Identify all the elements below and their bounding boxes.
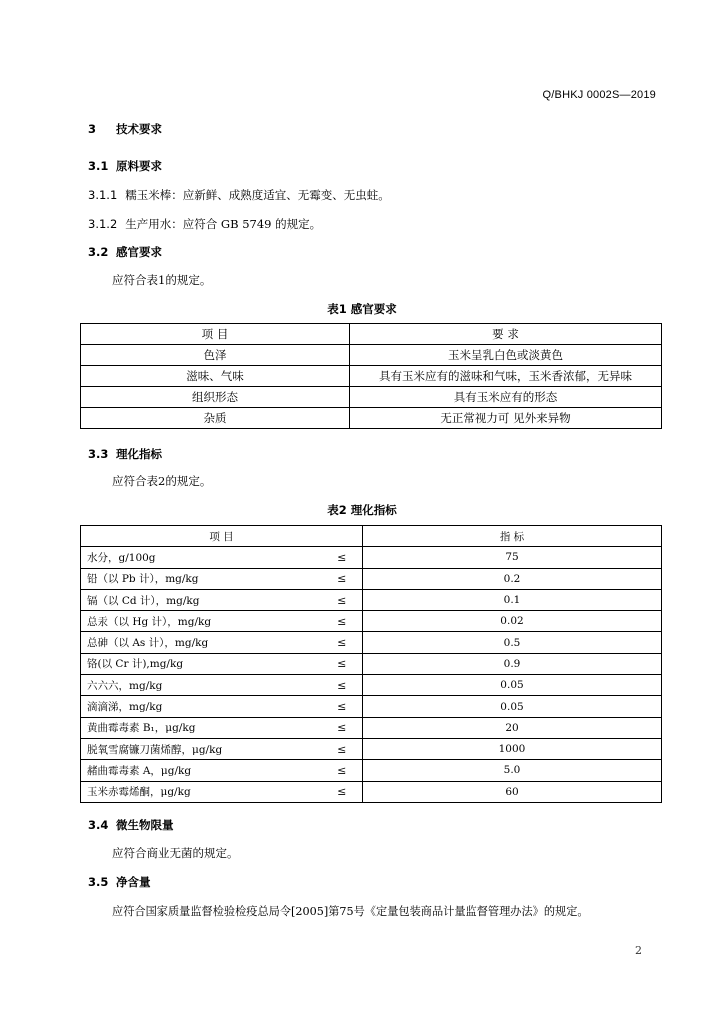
table-cell: 玉米呈乳白色或淡黄色 — [350, 345, 662, 366]
table-row — [81, 653, 662, 674]
table-cell: 总汞（以 Hg 计），mg/kg — [81, 611, 322, 632]
table-cell: 六六六，mg/kg — [81, 675, 322, 696]
section-3-2-heading — [88, 244, 162, 260]
section-3-heading — [88, 121, 162, 137]
table-header-cell: 指 标 — [363, 526, 662, 547]
section-3-1-heading — [88, 158, 162, 174]
table-row — [81, 738, 662, 759]
section-title: 理化指标 — [116, 447, 162, 461]
table-cell: 组织形态 — [81, 387, 350, 408]
table-row — [81, 632, 662, 653]
le-symbol: ≤ — [322, 760, 363, 781]
le-symbol: ≤ — [322, 547, 363, 568]
table-cell: 水分，g/100g — [81, 547, 322, 568]
table-cell: 黄曲霉毒素 B₁，μg/kg — [81, 717, 322, 738]
table-header-cell: 要 求 — [350, 324, 662, 345]
table-row — [81, 760, 662, 781]
le-symbol: ≤ — [322, 738, 363, 759]
standard-code: Q/BHKJ 0002S—2019 — [542, 89, 656, 101]
physicochemical-indicators-table — [80, 525, 662, 803]
table-header-cell: 项 目 — [81, 324, 350, 345]
table-cell: 20 — [363, 717, 662, 738]
clause-3-1-1 — [88, 187, 390, 203]
section-number: 3 — [88, 122, 97, 136]
table-row — [81, 675, 662, 696]
le-symbol: ≤ — [322, 717, 363, 738]
table-cell: 铅（以 Pb 计），mg/kg — [81, 568, 322, 589]
table-cell: 杂质 — [81, 408, 350, 429]
clause-number: 3.1.1 — [88, 188, 118, 202]
section-3-3-heading — [88, 446, 162, 462]
le-symbol: ≤ — [322, 675, 363, 696]
table-row — [81, 589, 662, 610]
table-row — [81, 366, 662, 387]
section-number: 3.3 — [88, 447, 109, 461]
le-symbol: ≤ — [322, 568, 363, 589]
clause-text: 生产用水：应符合 GB 5749 的规定。 — [125, 217, 322, 231]
section-title: 技术要求 — [116, 122, 162, 136]
page-number: 2 — [635, 944, 642, 957]
le-symbol: ≤ — [322, 589, 363, 610]
le-symbol: ≤ — [322, 653, 363, 674]
clause-3-1-2 — [88, 216, 321, 232]
section-title: 原料要求 — [116, 159, 162, 173]
le-symbol: ≤ — [322, 781, 363, 802]
le-symbol: ≤ — [322, 632, 363, 653]
table-cell: 赭曲霉毒素 A，μg/kg — [81, 760, 322, 781]
table2-caption: 表2 理化指标 — [327, 503, 397, 517]
table-header-row — [81, 526, 662, 547]
table-cell: 色泽 — [81, 345, 350, 366]
table-cell: 0.1 — [363, 589, 662, 610]
table-cell: 玉米赤霉烯酮，μg/kg — [81, 781, 322, 802]
table-row — [81, 387, 662, 408]
table-cell: 1000 — [363, 738, 662, 759]
section-3-5-heading — [88, 874, 151, 890]
table-cell: 具有玉米应有的滋味和气味，玉米香浓郁，无异味 — [350, 366, 662, 387]
table-row — [81, 781, 662, 802]
section-title: 净含量 — [116, 875, 151, 889]
table-header-row — [81, 324, 662, 345]
section-3-4-text: 应符合商业无菌的规定。 — [112, 846, 239, 860]
table-cell: 60 — [363, 781, 662, 802]
table-row — [81, 717, 662, 738]
table-cell: 0.02 — [363, 611, 662, 632]
clause-number: 3.1.2 — [88, 217, 118, 231]
table-cell: 总砷（以 As 计），mg/kg — [81, 632, 322, 653]
section-number: 3.1 — [88, 159, 109, 173]
table-cell: 0.2 — [363, 568, 662, 589]
table-row — [81, 568, 662, 589]
table-cell: 铬(以 Cr 计),mg/kg — [81, 653, 322, 674]
table-cell: 0.05 — [363, 696, 662, 717]
section-3-5-text: 应符合国家质量监督检验检疫总局令[2005]第75号《定量包装商品计量监督管理办法》的规定。 — [112, 905, 589, 918]
table-cell: 5.0 — [363, 760, 662, 781]
section-title: 感官要求 — [116, 245, 162, 259]
section-number: 3.2 — [88, 245, 109, 259]
table-row — [81, 547, 662, 568]
table-cell: 滴滴涕，mg/kg — [81, 696, 322, 717]
sensory-requirements-table — [80, 323, 662, 429]
table-cell: 滋味、气味 — [81, 366, 350, 387]
table-row — [81, 611, 662, 632]
table-cell: 75 — [363, 547, 662, 568]
table-cell: 0.9 — [363, 653, 662, 674]
table-cell: 脱氧雪腐镰刀菌烯醇，μg/kg — [81, 738, 322, 759]
section-title: 微生物限量 — [116, 818, 174, 832]
le-symbol: ≤ — [322, 696, 363, 717]
section-number: 3.4 — [88, 818, 109, 832]
table-row — [81, 696, 662, 717]
table-cell: 0.5 — [363, 632, 662, 653]
le-symbol: ≤ — [322, 611, 363, 632]
table-cell: 0.05 — [363, 675, 662, 696]
table-header-cell: 项 目 — [81, 526, 363, 547]
table-row — [81, 345, 662, 366]
clause-text: 糯玉米棒：应新鲜、成熟度适宜、无霉变、无虫蛀。 — [125, 188, 390, 202]
table1-caption: 表1 感官要求 — [327, 302, 397, 316]
section-3-3-text: 应符合表2的规定。 — [112, 474, 212, 488]
table-cell: 无正常视力可 见外来异物 — [350, 408, 662, 429]
section-3-4-heading — [88, 817, 174, 833]
section-number: 3.5 — [88, 875, 109, 889]
table-cell: 具有玉米应有的形态 — [350, 387, 662, 408]
table-cell: 镉（以 Cd 计），mg/kg — [81, 589, 322, 610]
section-3-2-text: 应符合表1的规定。 — [112, 273, 212, 287]
table-row — [81, 408, 662, 429]
